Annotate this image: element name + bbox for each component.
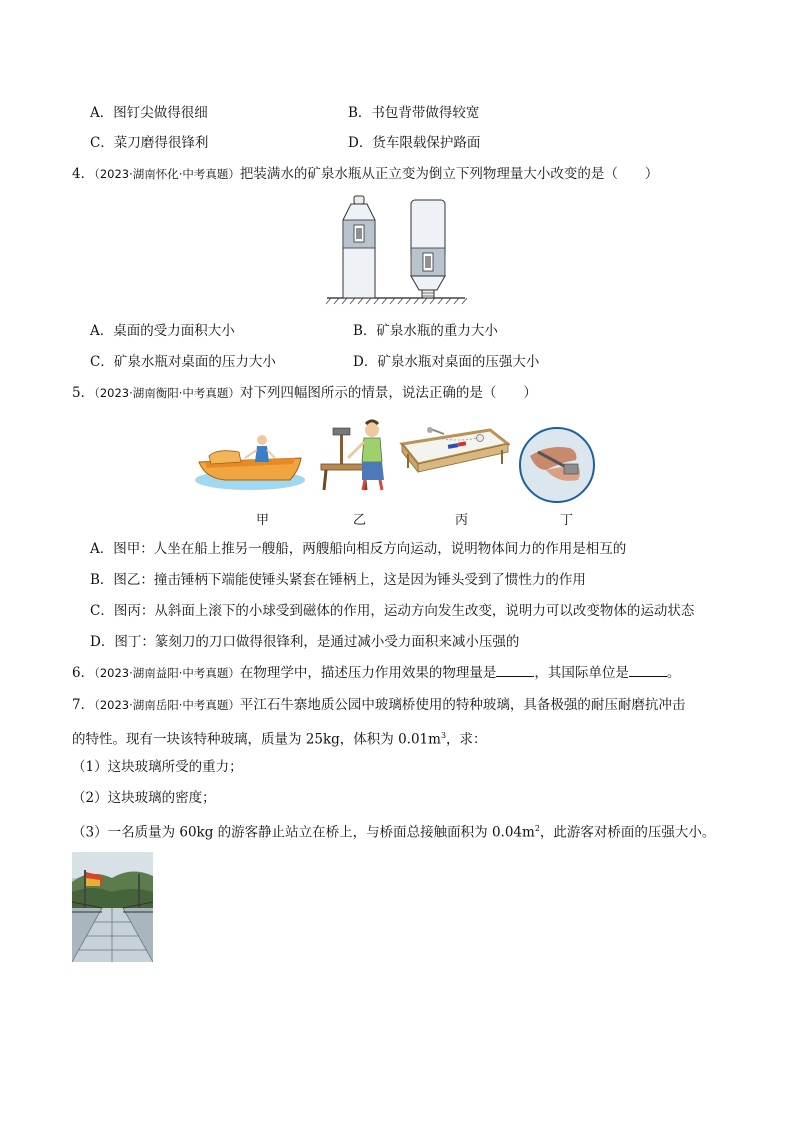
q4-option-d: D．矿泉水瓶对桌面的压强大小	[353, 354, 540, 370]
question-number: 5．	[72, 385, 95, 401]
q5-option-c: C．图丙：从斜面上滚下的小球受到磁体的作用，运动方向发生改变，说明力可以改变物体的运动状态	[90, 603, 695, 619]
question-text: 把装满水的矿泉水瓶从正立变为倒立下列物理量大小改变的是（ ）	[239, 166, 659, 182]
q4-stem	[72, 165, 658, 183]
question-source: （2023·湖南衡阳·中考真题）	[94, 386, 240, 400]
question-number: 4．	[72, 166, 95, 182]
figure-caption-bing: 丙	[455, 513, 469, 528]
q3-option-c: C．菜刀磨得很锋利	[90, 135, 209, 151]
q7-line2-sup: 3	[440, 731, 447, 740]
question-number: 7．	[72, 697, 95, 713]
q7-sub3	[72, 820, 715, 842]
q7-sub3-text: （3）一名质量为 60kg 的游客静止站立在桥上，与桥面总接触面积为 0.04m	[72, 824, 535, 841]
bottles-figure	[325, 194, 471, 306]
answer-blank-1[interactable]	[496, 664, 534, 677]
q7-sub2: （2）这块玻璃的密度；	[72, 790, 216, 806]
boats-figure	[195, 418, 305, 493]
q7-line2-end: ，求：	[446, 731, 487, 748]
question-source: （2023·湖南怀化·中考真题）	[94, 167, 240, 181]
q6-stem	[72, 664, 680, 682]
figure-caption-ding: 丁	[560, 513, 574, 528]
q4-option-b: B．矿泉水瓶的重力大小	[353, 323, 498, 339]
question-text-a: 在物理学中，描述压力作用效果的物理量是	[239, 665, 497, 681]
question-text-c: 。	[666, 665, 681, 681]
q5-option-a: A．图甲：人坐在船上推另一艘船，两艘船向相反方向运动，说明物体间力的作用是相互的	[90, 541, 627, 557]
question-source: （2023·湖南岳阳·中考真题）	[94, 698, 240, 712]
question-number: 6．	[72, 665, 95, 681]
carving-figure	[518, 426, 596, 504]
figure-caption-yi: 乙	[353, 513, 367, 528]
q7-stem	[72, 696, 685, 714]
question-text-b: ，其国际单位是	[534, 665, 629, 681]
q3-option-b: B．书包背带做得较宽	[348, 105, 480, 121]
glass-bridge-photo	[72, 852, 153, 962]
q3-option-a: A．图钉尖做得很细	[90, 105, 208, 121]
q7-sub3-end: ，此游客对桥面的压强大小。	[539, 824, 716, 841]
q7-stem-line2	[72, 727, 487, 749]
q7-sub3-sup: 2	[534, 824, 540, 833]
q5-option-b: B．图乙：撞击锤柄下端能使锤头紧套在锤柄上，这是因为锤头受到了惯性力的作用	[90, 572, 586, 588]
q5-stem	[72, 384, 537, 402]
question-source: （2023·湖南益阳·中考真题）	[94, 666, 240, 680]
q5-option-d: D．图丁：篆刻刀的刀口做得很锋利，是通过减小受力面积来减小压强的	[90, 634, 520, 650]
hammer-figure	[318, 418, 398, 493]
question-text: 对下列四幅图所示的情景，说法正确的是（ ）	[239, 385, 537, 401]
figure-caption-jia: 甲	[256, 513, 270, 528]
q4-option-a: A．桌面的受力面积大小	[90, 323, 235, 339]
question-text: 平江石牛寨地质公园中玻璃桥使用的特种玻璃，具备极强的耐压耐磨抗冲击	[239, 697, 686, 713]
q7-line2-text: 的特性。现有一块该特种玻璃，质量为 25kg，体积为 0.01m	[72, 731, 441, 748]
q4-option-c: C．矿泉水瓶对桌面的压力大小	[90, 354, 276, 370]
q7-sub1: （1）这块玻璃所受的重力；	[72, 759, 243, 775]
magnet-incline-figure	[398, 420, 510, 490]
answer-blank-2[interactable]	[629, 664, 667, 677]
q3-option-d: D．货车限载保护路面	[348, 135, 481, 151]
